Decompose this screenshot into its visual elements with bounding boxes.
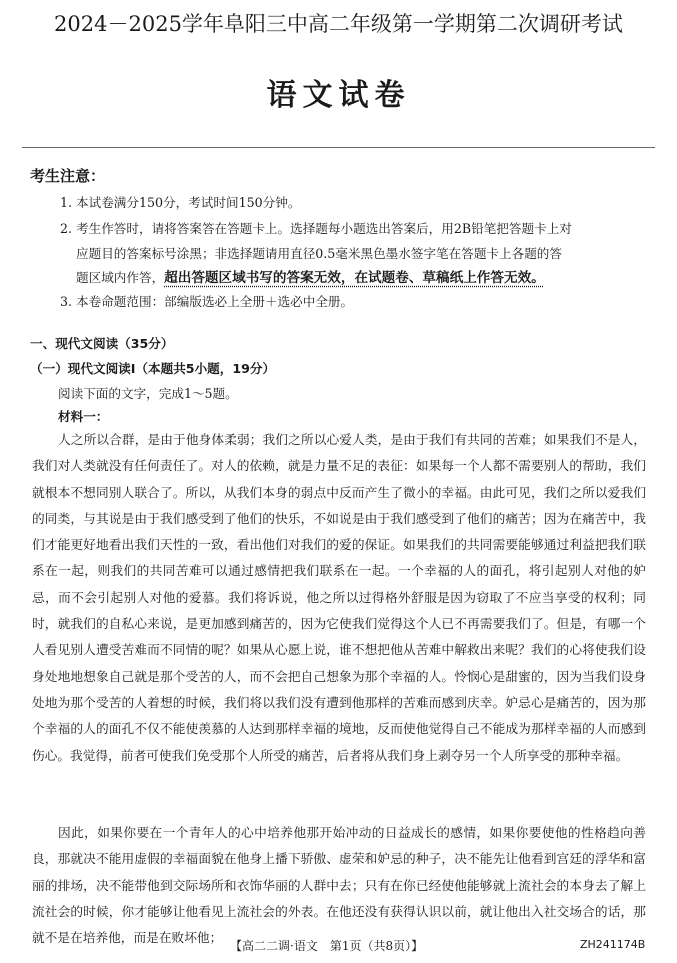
notice-item-2-line-3 [76, 266, 545, 286]
header-divider [22, 147, 655, 148]
body-paragraph-1: 人之所以合群，是由于他身体柔弱；我们之所以心爱人类，是由于我们有共同的苦难；如果我们不是人，我们对人类就没有任何责任了。对人的依赖，就是力量不足的表征：如果每一个人都不需要别人的帮助，我们就根本不想同别人联合了。所以，从我们本身的弱点中反而产生了微小的幸福。由此可见，我们之所以爱我们的同类，与其说是由于我们感受到了他们的快乐，不如说是由于我们感受到了他们的痛苦；因为在痛苦中，我们才能更好地看出我们天性的一致，看出他们对我们的爱的保证。如果我们的共同需要能够通过利益把我们联系在一起，则我们的共同苦难可以通过感情把我们联系在一起。一个幸福的人的面孔，将引起别人对他的妒忌，而不会引起别人对他的爱慕。我们将诉说，他之所以过得格外舒服是因为窃取了不应当享受的权利；同时，就我们的自私心来说，是更加感到痛苦的，因为它使我们觉得这个人已不再需要我们了。但是，有哪一个人看见别人遭受苦难而不同情的呢？如果从心愿上说，谁不想把他从苦难中解救出来呢？我们的心将使我们设身处地地想象自己就是那个受苦的人，而不会把自己想象为那个幸福的人。怜悯心是甜蜜的，因为当我们设身处地为那个受苦的人着想的时候，我们将以我们没有遭到他那样的苦难而感到庆幸。妒忌心是痛苦的，因为那个幸福的人的面孔不仅不能使羡慕的人达到那样幸福的境地，反而使他觉得自己不能成为那样幸福的人而感到伤心。我觉得，前者可使我们免受那个人所受的痛苦，后者将从我们身上剥夺另一个人所享受的那种幸福。 [32, 432, 646, 763]
notice-item-2-text: 题区域内作答， [76, 270, 165, 285]
notice-item-3: 3. 本卷命题范围：部编版选必上全册＋选必中全册。 [60, 294, 354, 309]
footer-page-info: 【高二二调·语文 第1页（共8页）】 [230, 939, 424, 953]
body-paragraph-2: 因此，如果你要在一个青年人的心中培养他那开始冲动的日益成长的感情，如果你要使他的性格趋向善良，那就决不能用虚假的幸福面貌在他身上播下骄傲、虚荣和妒忌的种子，决不能先让他看到宫廷的浮华和富丽的排场，决不能带他到交际场所和衣饰华丽的人群中去；只有在你已经使他能够就上流社会的本身去了解上流社会的时候，你才能够让他看见上流社会的外表。在他还没有获得认识以前，就让他出入社交场合的话，那就不是在培养他，而是在败坏他； [32, 825, 646, 946]
notice-item-2-line-1: 2. 考生作答时，请将答案答在答题卡上。选择题每小题选出答案后，用2B铅笔把答题卡上对 [60, 221, 572, 236]
footer-code: ZH241174B [580, 938, 646, 951]
notice-warning: 超出答题区域书写的答案无效，在试题卷、草稿纸上作答无效。 [164, 270, 545, 286]
subject-title: 语文试卷 [266, 78, 411, 113]
exam-title: 2024－2025学年阜阳三中高二年级第一学期第二次调研考试 [54, 12, 623, 36]
reading-instruction: 阅读下面的文字，完成1～5题。 [58, 386, 238, 401]
section-heading: 一、现代文阅读（35分） [30, 336, 174, 351]
subsection-heading: （一）现代文阅读Ⅰ（本题共5小题，19分） [30, 361, 276, 376]
notice-item-1: 1. 本试卷满分150分，考试时间150分钟。 [60, 195, 301, 210]
material-label: 材料一： [58, 409, 109, 424]
notice-item-2-line-2: 应题目的答案标号涂黑；非选择题请用直径0.5毫米黑色墨水签字笔在答题卡上各题的答 [76, 246, 562, 261]
notice-heading: 考生注意： [30, 167, 106, 185]
